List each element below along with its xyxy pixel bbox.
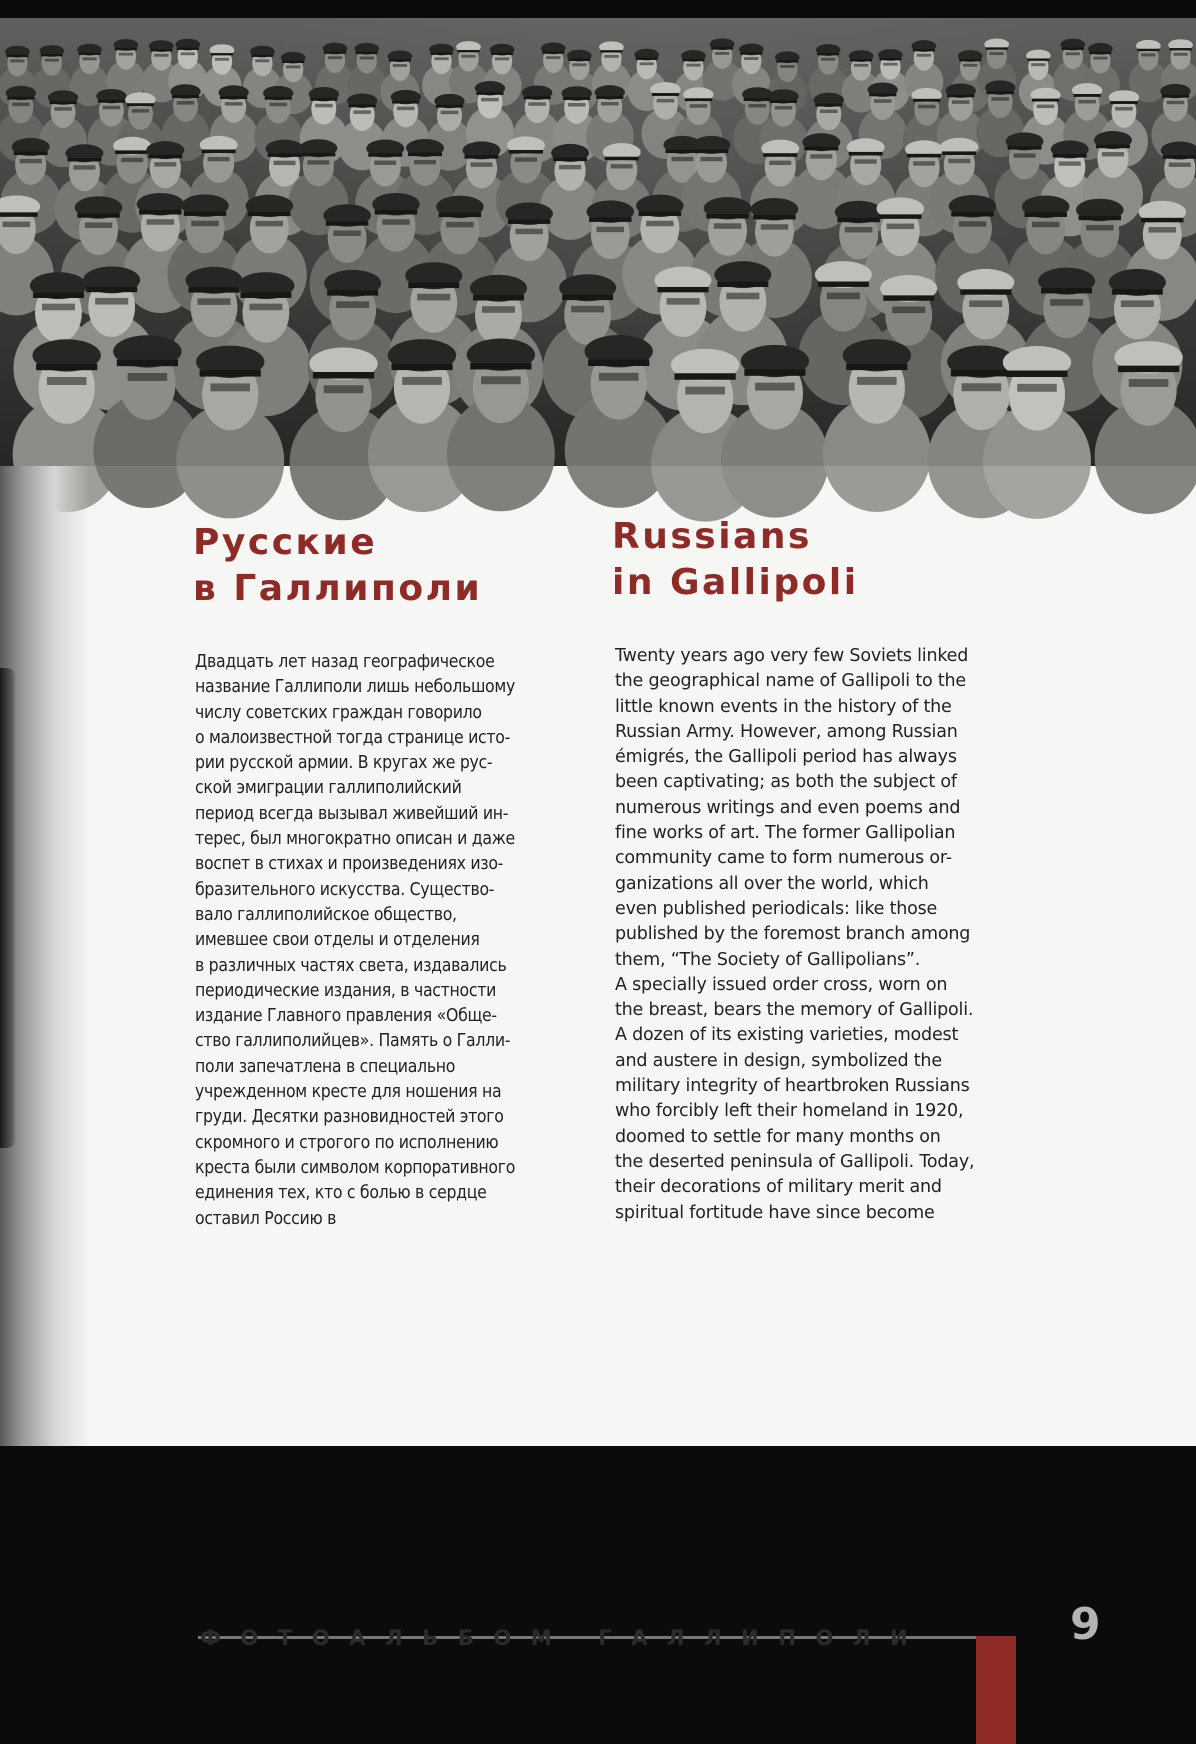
english-body-line: their decorations of military merit and <box>615 1177 942 1198</box>
book-spine-edge <box>0 668 16 1148</box>
english-title-line: Russians <box>612 516 812 557</box>
russian-body-line: вало галлиполийское общество, <box>195 904 457 925</box>
english-body-line: who forcibly left their homeland in 1920, <box>615 1101 964 1122</box>
russian-body-line: воспет в стихах и произведениях изо- <box>195 854 504 875</box>
english-body-line: been captivating; as both the subject of <box>615 772 957 793</box>
russian-body-line: поли запечатлена в специально <box>195 1056 456 1077</box>
english-body-line: the deserted peninsula of Gallipoli. Today, <box>615 1151 975 1172</box>
russian-body-line: период всегда вызывал живейший ин- <box>195 803 509 824</box>
russian-body-text <box>195 650 515 1232</box>
russian-body-line: оставил Россию в <box>195 1208 337 1229</box>
english-body-line: A dozen of its existing varieties, modest <box>615 1025 959 1046</box>
russian-body-line: бразительного искусства. Существо- <box>195 879 495 900</box>
archival-photo <box>0 18 1196 466</box>
russian-body-line: ской эмиграции галлиполийский <box>195 778 462 799</box>
english-body-line: émigrés, the Gallipoli period has always <box>615 747 957 768</box>
russian-body-line: учрежденном кресте для ношения на <box>195 1082 502 1103</box>
english-body-line: numerous writings and even poems and <box>615 797 961 818</box>
russian-body-line: креста были символом корпоративного <box>195 1157 516 1178</box>
russian-title-line: в Галлиполи <box>193 568 483 609</box>
russian-body-line: рии русской армии. В кругах же рус- <box>195 753 493 774</box>
russian-body-line: имевшее свои отделы и отделения <box>195 930 480 951</box>
russian-body-line: единения тех, кто с болью в сердце <box>195 1183 487 1204</box>
english-title <box>612 514 859 606</box>
russian-body-line: в различных частях света, издавались <box>195 955 507 976</box>
english-body-line: doomed to settle for many months on <box>615 1126 941 1147</box>
russian-body-line: о малоизвестной тогда странице исто- <box>195 727 510 748</box>
english-body-line: published by the foremost branch among <box>615 924 971 945</box>
footer-album-title: ФОТОАЛЬБОМ ГАЛЛИПОЛИ <box>200 1626 928 1650</box>
russian-body-line: Двадцать лет назад географическое <box>195 652 495 672</box>
russian-body-line: терес, был многократно описан и даже <box>195 829 515 850</box>
crowd-illustration <box>0 18 1196 466</box>
english-body-line: fine works of art. The former Gallipolian <box>615 823 956 844</box>
english-title-line: in Gallipoli <box>612 562 859 603</box>
english-body-line: the geographical name of Gallipoli to the <box>615 671 966 692</box>
english-body-line: the breast, bears the memory of Gallipoli. <box>615 1000 974 1021</box>
russian-title <box>193 520 482 612</box>
english-body-line: spiritual fortitude have since become <box>615 1202 935 1223</box>
english-body-line: military integrity of heartbroken Russians <box>615 1076 970 1097</box>
english-body-line: little known events in the history of the <box>615 696 952 717</box>
english-body-line: Russian Army. However, among Russian <box>615 721 958 742</box>
english-body-line: ganizations all over the world, which <box>615 873 929 894</box>
photo-tone-overlay <box>0 18 1196 466</box>
russian-body-line: скромного и строгого по исполнению <box>195 1132 499 1153</box>
russian-title-line: Русские <box>193 522 378 563</box>
english-body-line: community came to form numerous or- <box>615 848 952 869</box>
footer-red-bar <box>976 1636 1016 1744</box>
english-body-line: even published periodicals: like those <box>615 898 938 919</box>
russian-body-line: груди. Десятки разновидностей этого <box>195 1107 504 1128</box>
page-number: 9 <box>1070 1599 1101 1650</box>
english-body-line: Twenty years ago very few Soviets linked <box>615 646 969 666</box>
russian-body-line: ство галлиполийцев». Память о Галли- <box>195 1031 511 1052</box>
russian-body-line: числу советских граждан говорило <box>195 702 482 723</box>
russian-body-line: периодические издания, в частности <box>195 980 496 1001</box>
english-body-line: and austere in design, symbolized the <box>615 1050 942 1071</box>
english-body-text <box>615 644 974 1226</box>
russian-body-line: издание Главного правления «Обще- <box>195 1006 497 1027</box>
book-page <box>0 18 1196 1650</box>
english-body-line: them, “The Society of Gallipolians”. <box>615 949 921 970</box>
english-body-line: A specially issued order cross, worn on <box>615 974 948 995</box>
russian-body-line: название Галлиполи лишь небольшому <box>195 677 515 698</box>
